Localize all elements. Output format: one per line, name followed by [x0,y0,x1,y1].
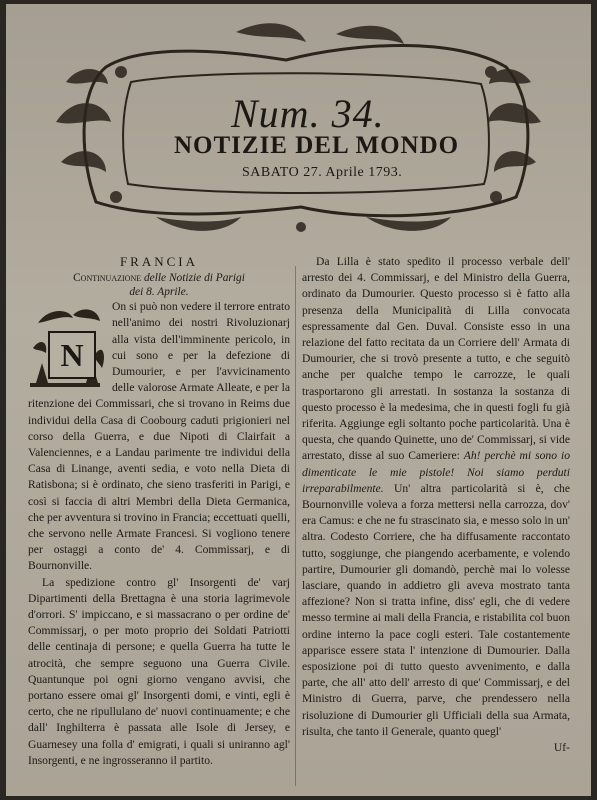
left-column [28,254,290,769]
newspaper-page [6,4,591,796]
subheading-date [28,285,290,299]
section-heading: FRANCIA [119,254,199,269]
article-paragraph: La spedizione contro gl' Insorgenti de' varj Dipartimenti della Brettagna è una storia lagrimevole d'orrori. S' impiccano, e si massacrano o per ordine de' Commissarj, o per moto proprio dei Soldati Patriotti delle centinaja di persone; e quella Guerra ha tutte le atrocità, che sempre seguono una Guerra Civile. Quantunque poi ogni giorno vengano avvisi, che portano essere omai gl' Insorgenti domi, e vinti, egli è certo, che ne ripullulano de' nuovi continuamente; e che dall' Inghilterra è passata alle Isole di Jersey, e Guarnesey una folla d' emigrati, i quali si uniranno agl' Insorgenti, e ne ingrosseranno il partito. [28,575,290,767]
subheading-continuation: Continuazione [73,272,142,285]
article-paragraph: On si può non vedere il terrore entrato nell'animo dei nostri Rivoluzionarj alla vista dell'imminente pericolo, in cui sono e per la defezione di Dumourier, e per l'avvicinamento delle valorose Armate Alleate, e per la ritenzione dei Commissari, che si trovano in Reims due individui della Casa di Coobourg caduti prigionieri nel corso della Guerra, e due Nipoti di Clairfait a Valenciennes, e a Landau parimente tre individui della Casa di Linange, aventi sedia, e voto nella Dieta di Ratisbona; si è ordinato, che sieno trasferiti in Parigi, e così si faccia di altri Membri della Dieta Germanica, che per avventura si trovino in Francia; eccettuati quelli, che servono nelle Armate Francesi. Si vogliono tenere per ostaggi a conto de' 4. Commissarj, e di Bournonville. [28,300,290,573]
article-text: Da Lilla è stato spedito il processo verbale dell' arresto dei 4. Commissarj, e del Ministro della Guerra, ordinato da Dumourier. Questo processo si è fatto alla presenza della Municipalità di Lilla convocata espressamente dal Gen. Duval. Consiste esso in una relazione del fatto recitata da un Corriere dell' Armata di Dumourier, che si trovò presente a tutto, e che seguitò anche per qualche tempo le carrozze, le quali trasportarono gli arrestati. In sostanza la sostanza di questo processo è la medesima, che in questi fogli fu già riferita. Aggiunge egli soltanto poche particolarità. Una è questa, che quando Quinette, uno de' Commissarj, si vide arrestato, disse al suo Cameriere: [302,255,570,463]
column-divider [295,266,296,786]
subheading-source: delle Notizie di Parigi [143,272,245,285]
subheading-date-text: dei 8. Aprile. [129,286,189,299]
drop-cap-letter: N [48,331,96,379]
quoted-speech: Ah! perchè mi sono io dimenticate le mie pistole! Noi siamo perduti irreparabilmente. [302,449,570,495]
article-paragraph [302,254,570,740]
article-text-continued: Un' altra particolarità si è, che Bournonville voleva a forza mettersi nella carrozza, dov' era Camus: e che ne fu strascinato sia, e messo solo in un' altra. Codesto Corriere, che ha diffusamente raccontato tutto, soggiunge, che piangendo acerbamente, e volendo partire, Dumourier gli domandò, perchè mai lo volesse lasciare, quando in addietro gli aveva mostrato tanta affezione? Non si tratta infine, diss' egli, che di vedere messo termine ai mali della Francia, e ristabilita col buon ordine interno la pace cogli esteri. Tale costantemente apparisce essere stata l' intenzione di Dumourier. Dalla esposizione poi di tutto questo avvenimento, e dalla parte, che all' atto dell' arresto di que' Commissarj, e del Ministro di Guerra, parve, che prendessero nella risoluzione di Dumourier gli Ufficiali della sua Armata, risulta, che tanto il Generale, quanto quegl' [302,481,570,738]
right-column [302,254,570,756]
issue-date: SABATO 27. Aprile 1793. [242,165,403,180]
issue-number: Num. 34. [231,91,385,136]
section-subheading [28,271,290,285]
masthead [36,12,566,247]
catchword: Uf- [553,741,570,755]
newspaper-title: NOTIZIE DEL MONDO [174,132,460,159]
drop-cap-ornament [28,303,106,393]
